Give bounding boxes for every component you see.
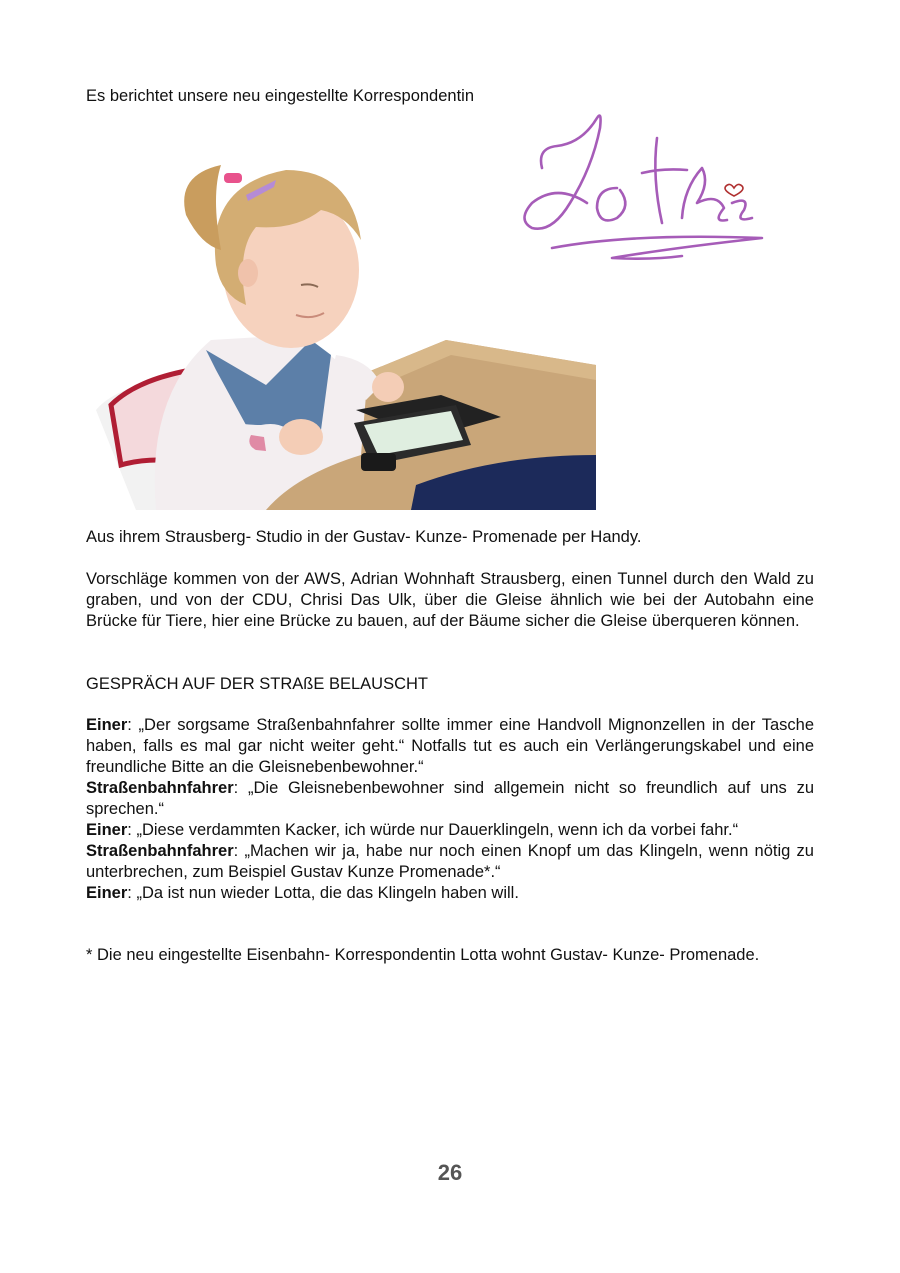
footnote: * Die neu eingestellte Eisenbahn- Korrespondentin Lotta wohnt Gustav- Kunze- Promenade. <box>86 946 760 964</box>
speaker-name: Einer <box>86 716 128 734</box>
dialogue-line <box>86 715 814 778</box>
photo-caption: Aus ihrem Strausberg- Studio in der Gustav- Kunze- Promenade per Handy. <box>86 528 642 546</box>
speaker-name: Einer <box>86 884 128 902</box>
dialogue-text: : „Diese verdammten Kacker, ich würde nur Dauerklingeln, wenn ich da vorbei fahr.“ <box>127 821 739 839</box>
speaker-name: Einer <box>86 821 128 839</box>
section-heading: GESPRÄCH AUF DER STRAßE BELAUSCHT <box>86 675 428 693</box>
dialogue-line <box>86 841 814 883</box>
intro-text: Es berichtet unsere neu eingestellte Korrespondentin <box>86 87 474 105</box>
dialogue-line <box>86 883 814 904</box>
speaker-name: Straßenbahnfahrer <box>86 842 234 860</box>
dialogue-text: : „Da ist nun wieder Lotta, die das Klingeln haben will. <box>127 884 519 902</box>
page-number: 26 <box>437 1160 463 1185</box>
signature-lotta <box>512 108 772 273</box>
dialogue-line <box>86 778 814 820</box>
dialogue-text: : „Die Gleisnebenbewohner sind allgemein nicht so freundlich auf uns zu sprechen.“ <box>86 779 814 818</box>
dialogue-block <box>86 715 814 904</box>
speaker-name: Straßenbahnfahrer <box>86 779 234 797</box>
dialogue-text: : „Der sorgsame Straßenbahnfahrer sollte immer eine Handvoll Mignonzellen in der Tasche haben, falls es mal gar nicht weiter geht.“ Notfalls tut es auch ein Verlängerungskabel und eine freundliche Bitte an die Gleisnebenbewohner.“ <box>86 716 814 776</box>
dialogue-line <box>86 820 814 841</box>
dialogue-text: : „Machen wir ja, habe nur noch einen Knopf um das Klingeln, wenn nötig zu unterbrechen, zum Beispiel Gustav Kunze Promenade*.“ <box>86 842 814 881</box>
body-paragraph: Vorschläge kommen von der AWS, Adrian Wohnhaft Strausberg, einen Tunnel durch den Wald zu graben, und von der CDU, Chrisi Das Ulk, über die Gleise ähnlich wie bei der Autobahn eine Brücke für Tiere, hier eine Brücke zu bauen, auf der Bäume sicher die Gleise überqueren können. <box>86 570 814 630</box>
